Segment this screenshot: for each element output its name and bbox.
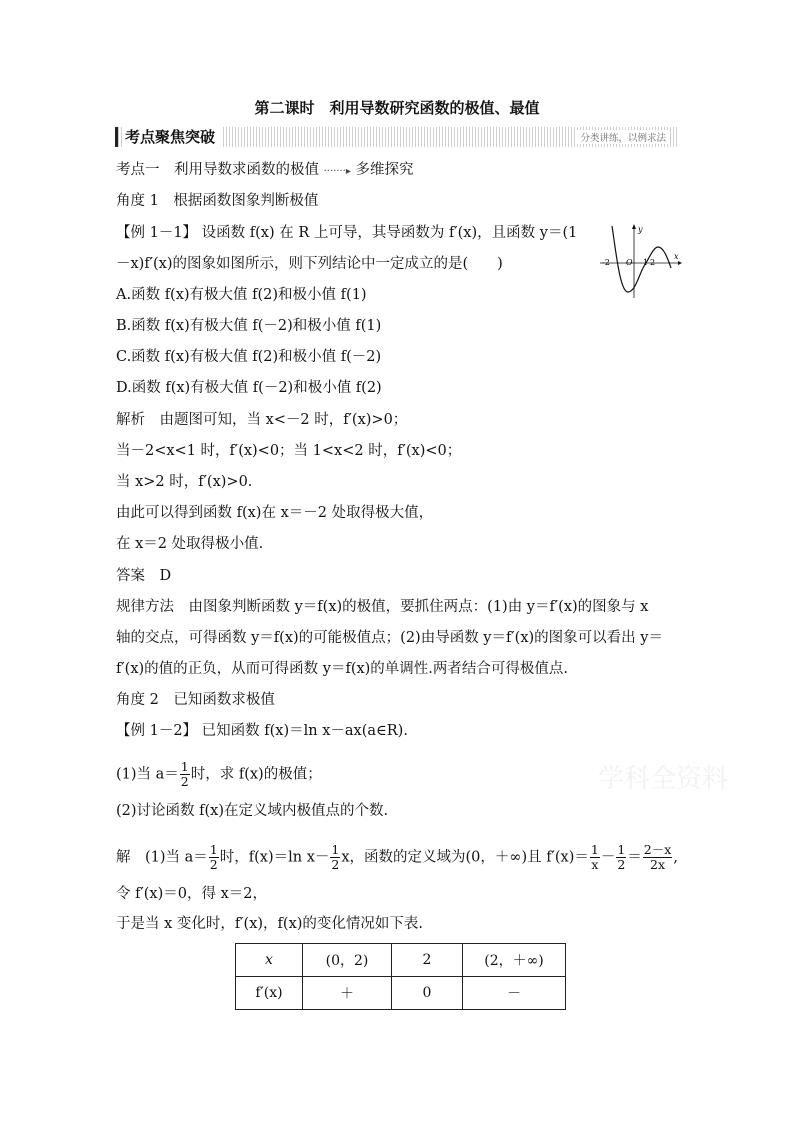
table-row (236, 944, 566, 977)
fraction-one-half: $\frac{1}{2}$ (209, 842, 218, 872)
page-title: 第二课时 利用导数研究函数的极值、最值 (254, 99, 540, 117)
answer: 答案 D (116, 568, 172, 584)
method-line1: 规律方法 由图象判断函数 y＝f(x)的极值，要抓住两点：(1)由 y＝f′(x)的图象与 x (116, 599, 649, 615)
y-axis-arrow (632, 224, 636, 229)
angle1-heading: 角度 1 根据函数图象判断极值 (116, 193, 319, 209)
watermark: 学科全资料 (598, 764, 729, 794)
analysis-line1: 解析 由题图可知，当 x<－2 时，f′(x)>0； (116, 412, 408, 428)
point1-hint: 多维探究 (355, 162, 414, 178)
fraction-one-half: $\frac{1}{2}$ (180, 759, 189, 789)
x-label: x (674, 252, 679, 261)
option-d: D.函数 f(x)有极大值 f(－2)和极小值 f(2) (116, 380, 382, 396)
table-cell: (2，＋∞) (463, 944, 566, 977)
table-cell: ＋ (303, 977, 392, 1010)
question2: (2)讨论函数 f(x)在定义域内极值点的个数. (116, 803, 389, 819)
table-cell: (0，2) (303, 944, 392, 977)
q1-text-b: 时，求 f(x)的极值； (190, 766, 322, 783)
fraction-one-half: $\frac{1}{2}$ (331, 842, 340, 872)
tick-1: 1 (643, 258, 649, 267)
section-banner (115, 127, 678, 147)
method-line3: f′(x)的值的正负，从而可得函数 y＝f(x)的单调性.两者结合可得极值点. (116, 661, 569, 677)
solution-line1: 解 (1)当 a＝ $\frac{1}{2}$ 时，f(x)＝ln x－ $\frac{1}{2}$ x，函数的定义域为(0，＋∞)且 f′(x)＝ $\frac{1}{x}$ － $\frac{1}{2}$ ＝ $\frac{2-x}{2x}$ , (116, 842, 678, 872)
option-a: A.函数 f(x)有极大值 f(2)和极小值 f(1) (116, 287, 367, 303)
table-cell: 2 (392, 944, 463, 977)
solution-line3: 于是当 x 变化时，f′(x)，f(x)的变化情况如下表. (116, 916, 424, 932)
banner-title: 考点聚焦突破 (123, 127, 221, 147)
tick-2: 2 (650, 258, 656, 267)
option-c: C.函数 f(x)有极大值 f(2)和极小值 f(－2) (116, 349, 382, 365)
method-line2: 轴的交点，可得函数 y＝f(x)的可能极值点；(2)由导函数 y＝f′(x)的图象可以看出 y＝ (116, 630, 663, 646)
banner-bar (115, 127, 118, 147)
origin-label: O (626, 258, 633, 267)
solution-line2: 令 f′(x)＝0，得 x＝2， (116, 886, 267, 902)
analysis-line2: 当－2<x<1 时，f′(x)<0；当 1<x<2 时，f′(x)<0； (116, 443, 462, 459)
derivative-graph (598, 222, 682, 300)
table-cell: x (236, 944, 303, 977)
x-axis-arrow (678, 261, 682, 265)
analysis-line5: 在 x＝2 处取得极小值. (116, 536, 264, 552)
point1-label: 考点一 利用导数求函数的极值 (116, 162, 319, 178)
analysis-line3: 当 x>2 时，f′(x)>0. (116, 474, 253, 490)
angle2-heading: 角度 2 已知函数求极值 (116, 692, 275, 708)
variation-table (235, 943, 566, 1010)
y-label: y (638, 225, 643, 234)
example1-line1: 【例 1－1】 设函数 f(x) 在 R 上可导，其导函数为 f′(x)，且函数 y＝(1 (116, 225, 578, 241)
option-b: B.函数 f(x)有极大值 f(－2)和极小值 f(1) (116, 318, 382, 334)
example1-line2: －x)f′(x)的图象如图所示，则下列结论中一定成立的是( ) (116, 256, 503, 272)
fraction-one-over-x: $\frac{1}{x}$ (590, 842, 599, 872)
question1 (116, 760, 322, 789)
table-row (236, 977, 566, 1010)
arrow-icon: ·······▸ (323, 166, 351, 177)
table-cell: f′(x) (236, 977, 303, 1010)
fraction-derivative: $\frac{2-x}{2x}$ (643, 842, 672, 872)
fraction-one-half: $\frac{1}{2}$ (617, 842, 626, 872)
q1-text-a: (1)当 a＝ (116, 766, 179, 783)
analysis-line4: 由此可以得到函数 f(x)在 x＝－2 处取得极大值， (116, 505, 434, 521)
tick-minus2: -2 (602, 258, 610, 267)
curve (612, 226, 671, 292)
banner-subtitle: 分类讲练，以例求法 (576, 130, 670, 144)
example2-line1: 【例 1－2】 已知函数 f(x)＝ln x－ax(a∈R). (116, 723, 408, 739)
table-cell: － (463, 977, 566, 1010)
table-cell: 0 (392, 977, 463, 1010)
point1-heading (116, 160, 414, 182)
